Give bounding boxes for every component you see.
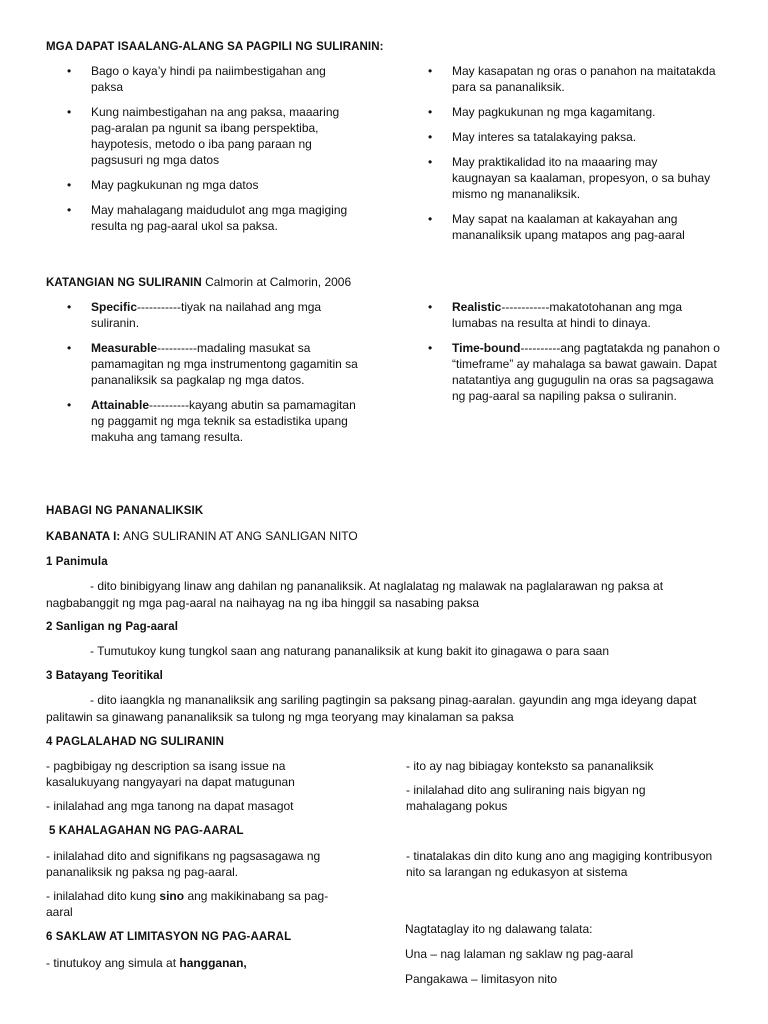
katangian-source: Calmorin at Calmorin, 2006 bbox=[205, 275, 352, 289]
list-pagpili-left bbox=[67, 63, 357, 243]
text-fragment: - tinutukoy ang simula at bbox=[46, 956, 177, 970]
part-title-batayang: 3 Batayang Teoritikal bbox=[46, 670, 163, 682]
batayang-text-line1: - dito iaangkla ng mananaliksik ang sariling pagtingin sa paksang pinag-aaralan. gayundin ang mga ideyang dapat bbox=[90, 693, 697, 707]
kahalagahan-point: - inilalahad dito and signifikans ng pagsasagawa ng pananaliksik ng paksa ng pag-aaral. bbox=[46, 849, 321, 879]
saklaw-left-text bbox=[46, 955, 247, 971]
text-fragment: ang makikinabang sa pag-aaral bbox=[46, 889, 329, 919]
list-item bbox=[67, 299, 362, 331]
part-title-kahalagahan: 5 KAHALAGAHAN NG PAG-AARAL bbox=[49, 825, 244, 837]
chapter-heading bbox=[46, 528, 358, 545]
list-katangian-right bbox=[428, 299, 723, 413]
paglalahad-point: - inilalahad ang mga tanong na dapat masagot bbox=[46, 799, 294, 813]
kahalagahan-point bbox=[46, 888, 346, 920]
saklaw-right-intro: Nagtataglay ito ng dalawang talata: bbox=[405, 922, 593, 936]
list-item bbox=[67, 340, 362, 388]
chapter-label: KABANATA I: bbox=[46, 531, 121, 543]
definition: -----------tiyak na nailahad ang mga suliranin. bbox=[91, 300, 322, 330]
term: Measurable bbox=[91, 341, 158, 355]
list-item bbox=[67, 397, 362, 445]
kahalagahan-left bbox=[46, 848, 346, 928]
section-title-pagpili: MGA DAPAT ISAALANG-ALANG SA PAGPILI NG SULIRANIN: bbox=[46, 41, 384, 53]
part-title-paglalahad: 4 PAGLALAHAD NG SULIRANIN bbox=[46, 736, 224, 748]
part-title-sanligan: 2 Sanligan ng Pag-aaral bbox=[46, 621, 179, 633]
term: Realistic bbox=[452, 300, 502, 314]
part-title-panimula: 1 Panimula bbox=[46, 556, 108, 568]
list-item: • May sapat na kaalaman at kakayahan ang mananaliksik upang matapos ang pag-aaral bbox=[428, 211, 718, 243]
definition: ------------makatotohanan ang mga lumabas na resulta at hindi to dinaya. bbox=[452, 300, 683, 330]
list-item: • Bago o kaya’y hindi pa naiimbestigahan ang paksa bbox=[67, 63, 357, 95]
list-item: • May kasapatan ng oras o panahon na maitatakda para sa pananaliksik. bbox=[428, 63, 718, 95]
list-pagpili-right bbox=[428, 63, 718, 252]
section-title-katangian bbox=[46, 274, 351, 291]
saklaw-right-pangakawa: Pangakawa – limitasyon nito bbox=[405, 972, 558, 986]
term: Time-bound bbox=[452, 341, 521, 355]
term: Attainable bbox=[91, 398, 150, 412]
list-item: • May pagkukunan ng mga kagamitang. bbox=[428, 104, 718, 120]
katangian-title: KATANGIAN NG SULIRANIN bbox=[46, 277, 202, 289]
text-fragment: - inilalahad dito kung bbox=[46, 889, 157, 903]
part-title-saklaw: 6 SAKLAW AT LIMITASYON NG PAG-AARAL bbox=[46, 931, 292, 943]
list-item bbox=[428, 340, 723, 404]
batayang-text-line2: palitawin sa ginawang pananaliksik sa tulong ng mga teoryang may kinalaman sa paksa bbox=[46, 710, 514, 724]
list-item bbox=[428, 299, 723, 331]
paglalahad-point: - pagbibigay ng description sa isang issue na kasalukuyang nangyayari na dapat matugunan bbox=[46, 759, 295, 789]
list-item: • May interes sa tatalakaying paksa. bbox=[428, 129, 718, 145]
list-item: • May praktikalidad ito na maaaring may kaugnayan sa kaalaman, propesyon, o sa buhay mismo ng mananaliksik. bbox=[428, 154, 718, 202]
paglalahad-left bbox=[46, 758, 346, 822]
paglalahad-point: - inilalahad dito ang suliraning nais bigyan ng mahalagang pokus bbox=[406, 783, 646, 813]
list-item: • Kung naimbestigahan na ang paksa, maaaring pag-aralan pa ngunit sa ibang perspektiba, haypotesis, metodo o iba pang paraan ng pagsusuri ng mga datos bbox=[67, 104, 357, 168]
chapter-title: ANG SULIRANIN AT ANG SANLIGAN NITO bbox=[123, 529, 358, 543]
section-title-habagi: HABAGI NG PANANALIKSIK bbox=[46, 505, 204, 517]
bold-fragment: sino bbox=[159, 889, 185, 903]
panimula-text-line1: - dito binibigyang linaw ang dahilan ng pananaliksik. At naglalatag ng malawak na paglalarawan ng paksa at bbox=[90, 579, 664, 593]
list-item: • May mahalagang maidudulot ang mga magiging resulta ng pag-aaral ukol sa paksa. bbox=[67, 202, 357, 234]
paglalahad-right bbox=[406, 758, 706, 822]
definition: ----------madaling masukat sa pamamagitan ng mga instrumentong gagamitin sa pananaliksik sa pagkalap ng mga datos. bbox=[91, 341, 358, 387]
kahalagahan-point: - tinatalakas din dito kung ano ang magiging kontribusyon nito sa larangan ng edukasyon at sistema bbox=[406, 849, 713, 879]
list-katangian-left bbox=[67, 299, 362, 454]
definition: ----------ang pagtatakda ng panahon o “timeframe” ay mahalaga sa bawat gawain. Dapat natatantiya ang gugugulin na oras sa pagsagawa ng pag-aaral sa napiling paksa o suliranin. bbox=[452, 341, 720, 403]
saklaw-right-una: Una – nag lalaman ng saklaw ng pag-aaral bbox=[405, 947, 634, 961]
term: Specific bbox=[91, 300, 138, 314]
definition: ----------kayang abutin sa pamamagitan ng paggamit ng mga teknik sa estadistika upang makuha ang tamang resulta. bbox=[91, 398, 356, 444]
paglalahad-point: - ito ay nag bibiagay konteksto sa pananaliksik bbox=[406, 759, 654, 773]
bold-fragment: hangganan, bbox=[179, 956, 247, 970]
kahalagahan-right bbox=[406, 848, 726, 888]
list-item: • May pagkukunan ng mga datos bbox=[67, 177, 357, 193]
panimula-text-line2: nagbabanggit ng mga pag-aaral na naihayag na ng iba hinggil sa nasabing paksa bbox=[46, 596, 480, 610]
sanligan-text: - Tumutukoy kung tungkol saan ang naturang pananaliksik at kung bakit ito ginagawa o para saan bbox=[90, 644, 610, 658]
